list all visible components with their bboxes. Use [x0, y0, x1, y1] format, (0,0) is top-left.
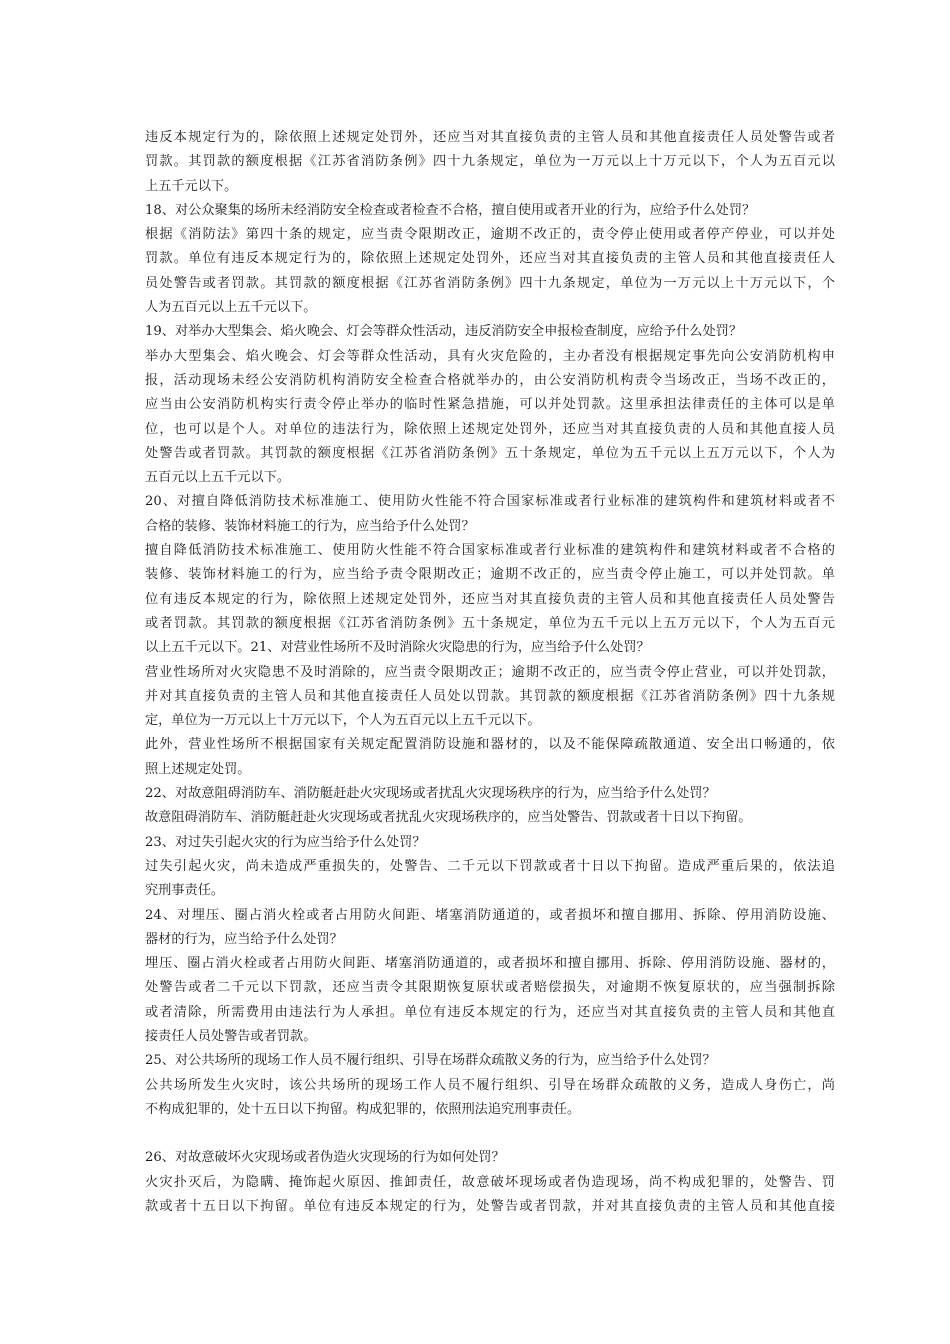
text-line: 定，单位为一万元以上十万元以下，个人为五百元以上五千元以下。: [145, 713, 541, 729]
text-line: 上五千元以下。: [145, 178, 238, 194]
text-line: 此外，营业性场所不根据国家有关规定配置消防设施和器材的，以及不能保障疏散通道、安全出口畅通的，依: [145, 737, 835, 753]
text-line: 举办大型集会、焰火晚会、灯会等群众性活动，具有火灾危险的，主办者没有根据规定事先向公安消防机构申: [145, 348, 835, 364]
text-line: 营业性场所对火灾隐患不及时消除的，应当责令限期改正；逾期不改正的，应当责令停止营业，可以并处罚款，: [145, 664, 835, 680]
text-line: 款或者十五日以下拘留。单位有违反本规定的行为，处警告或者罚款，并对其直接负责的主管人员和其他直接: [145, 1199, 835, 1215]
text-line: 根据《消防法》第四十条的规定，应当责令限期改正，逾期不改正的，责令停止使用或者停产停业，可以并处: [145, 227, 835, 243]
document-body: [145, 126, 835, 1219]
text-line: 接责任人员处警告或者罚款。: [145, 1028, 317, 1044]
text-line: 器材的行为，应当给予什么处罚？: [145, 931, 343, 947]
text-line: 18、对公众聚集的场所未经消防安全检查或者检查不合格，擅自使用或者开业的行为，应给予什么处罚？: [145, 202, 756, 218]
text-line: 20、对擅自降低消防技术标准施工、使用防火性能不符合国家标准或者行业标准的建筑构件和建筑材料或者不: [145, 494, 835, 510]
text-line: 应当由公安消防机构实行责令停止举办的临时性紧急措施，可以并处罚款。这里承担法律责任的主体可以是单: [145, 397, 835, 413]
text-line: 25、对公共场所的现场工作人员不履行组织、引导在场群众疏散义务的行为，应当给予什么处罚？: [145, 1053, 716, 1069]
text-line: 装修、装饰材料施工的行为，应当给予责令限期改正；逾期不改正的，应当责令停止施工，可以并处罚款。单: [145, 567, 835, 583]
text-line: 位有违反本规定的行为，除依照上述规定处罚外，还应当对其直接负责的主管人员和其他直接责任人员处警告: [145, 591, 835, 607]
text-line: 不构成犯罪的，处十五日以下拘留。构成犯罪的，依照刑法追究刑事责任。: [145, 1101, 581, 1117]
text-line: 火灾扑灭后，为隐瞒、掩饰起火原因、推卸责任，故意破坏现场或者伪造现场，尚不构成犯罪的，处警告、罚: [145, 1174, 835, 1190]
text-line: 19、对举办大型集会、焰火晚会、灯会等群众性活动，违反消防安全申报检查制度，应给予什么处罚？: [145, 324, 743, 340]
text-line: 罚款。单位有违反本规定行为的，除依照上述规定处罚外，还应当对其直接负责的主管人员和其他直接责任人: [145, 251, 835, 267]
text-line: 位，也可以是个人。对单位的违法行为，除依照上述规定处罚外，还应当对其直接负责的人员和其他直接人员: [145, 421, 835, 437]
text-line: 照上述规定处罚。: [145, 761, 251, 777]
text-line: 违反本规定行为的，除依照上述规定处罚外，还应当对其直接负责的主管人员和其他直接责任人员处警告或者: [145, 130, 835, 145]
text-line: 埋压、圈占消火栓或者占用防火间距、堵塞消防通道的，或者损坏和擅自挪用、拆除、停用消防设施、器材的，: [145, 956, 835, 972]
text-line: 26、对故意破坏火灾现场或者伪造火灾现场的行为如何处罚？: [145, 1150, 505, 1166]
text-line: 过失引起火灾，尚未造成严重损失的，处警告、二千元以下罚款或者十日以下拘留。造成严重后果的，依法追: [145, 858, 835, 874]
text-line: 处警告或者二千元以下罚款，还应当责令其限期恢复原状或者赔偿损失，对逾期不恢复原状的，应当强制拆除: [145, 980, 835, 996]
text-line: 故意阻碍消防车、消防艇赶赴火灾现场或者扰乱火灾现场秩序的，应当处警告、罚款或者十日以下拘留。: [145, 810, 752, 826]
text-line: 22、对故意阻碍消防车、消防艇赶赴火灾现场或者扰乱火灾现场秩序的行为，应当给予什么处罚？: [145, 786, 716, 802]
text-line: 罚款。其罚款的额度根据《江苏省消防条例》四十九条规定，单位为一万元以上十万元以下，个人为五百元以: [145, 154, 835, 170]
text-line: 24、对埋压、圈占消火栓或者占用防火间距、堵塞消防通道的，或者损坏和擅自挪用、拆除、停用消防设施、: [145, 907, 835, 923]
text-line: 员处警告或者罚款。其罚款的额度根据《江苏省消防条例》四十九条规定，单位为一万元以上十万元以下，个: [145, 275, 835, 291]
text-line: 五百元以上五千元以下。: [145, 470, 291, 486]
text-line: 人为五百元以上五千元以下。: [145, 300, 317, 316]
text-line: 究刑事责任。: [145, 883, 225, 899]
text-line: 或者清除，所需费用由违法行为人承担。单位有违反本规定的行为，还应当对其直接负责的主管人员和其他直: [145, 1004, 835, 1020]
text-line: 以上五千元以下。21、对营业性场所不及时消除火灾隐患的行为，应当给予什么处罚？: [145, 640, 650, 656]
text-line: 并对其直接负责的主管人员和其他直接责任人员处以罚款。其罚款的额度根据《江苏省消防条例》四十九条规: [145, 688, 835, 704]
text-line: 擅自降低消防技术标准施工、使用防火性能不符合国家标准或者行业标准的建筑构件和建筑材料或者不合格的: [145, 543, 835, 559]
text-line: 合格的装修、装饰材料施工的行为，应当给予什么处罚？: [145, 518, 475, 534]
text-line: 公共场所发生火灾时，该公共场所的现场工作人员不履行组织、引导在场群众疏散的义务，造成人身伤亡，尚: [145, 1077, 835, 1093]
blank-line: [145, 1122, 835, 1146]
text-line: 报，活动现场未经公安消防机构消防安全检查合格就举办的，由公安消防机构责令当场改正，当场不改正的，: [145, 372, 835, 388]
text-line: 23、对过失引起火灾的行为应当给予什么处罚？: [145, 834, 426, 850]
text-line: 处警告或者罚款。其罚款的额度根据《江苏省消防条例》五十条规定，单位为五千元以上五万元以下，个人为: [145, 445, 835, 461]
text-line: 或者罚款。其罚款的额度根据《江苏省消防条例》五十条规定，单位为五千元以上五万元以下，个人为五百元: [145, 615, 835, 631]
